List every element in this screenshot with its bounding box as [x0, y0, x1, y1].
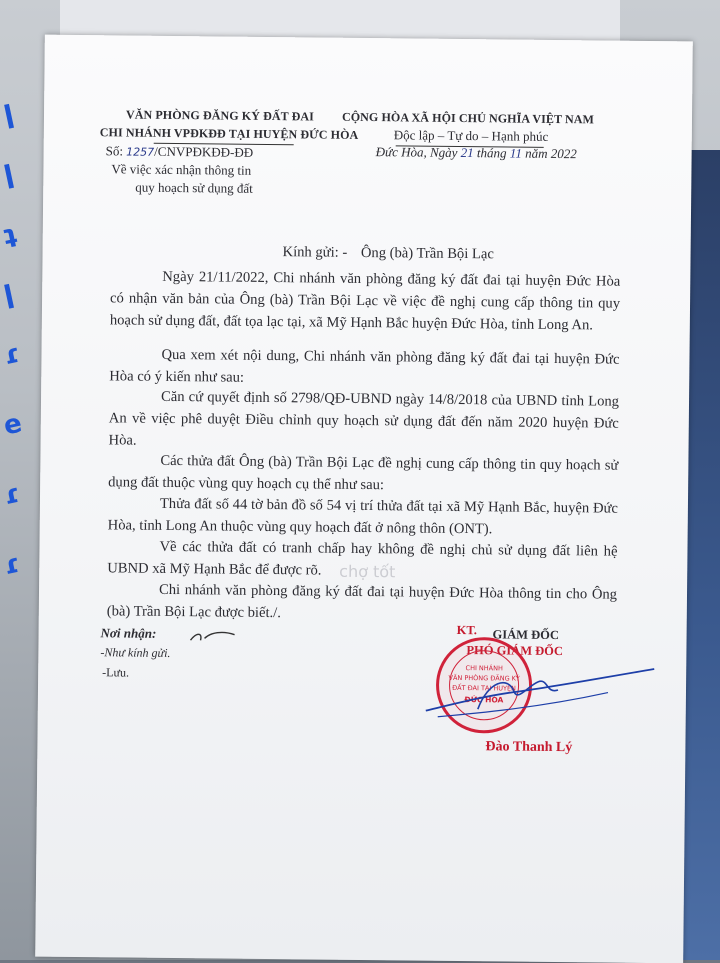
recipient-note-1: -Như kính gửi. [100, 645, 171, 660]
recipient-line [282, 241, 494, 265]
recipient-name: Ông (bà) Trần Bội Lạc [360, 244, 494, 263]
national-motto: Độc lập – Tự do – Hạnh phúc [393, 127, 549, 144]
date-prefix: Đức Hòa, Ngày [375, 144, 458, 160]
watermark: chợ tốt [339, 561, 396, 582]
background-blue-marks: ǀ ǀ ʇ ǀ ɾ e ɾ ɾ [0, 99, 25, 582]
subject-line-1: Về việc xác nhận thông tin [111, 161, 252, 178]
recipient-note-2: -Lưu. [102, 665, 130, 680]
paragraph-3: Căn cứ quyết định số 2798/QĐ-UBND ngày 14/8/2018 của UBND tỉnh Long An về việc phê duyệt Điều chỉnh quy hoạch sử dụng đất đến năm 2020 huyện Đức Hòa. [108, 388, 620, 449]
number-handwritten: 1257 [126, 145, 155, 159]
branch-name: CHI NHÁNH VPĐKĐĐ TẠI HUYỆN ĐỨC HÒA [99, 125, 359, 142]
paragraph-7: Chi nhánh văn phòng đăng ký đất đai tại huyện Đức Hòa thông tin cho Ông (bà) Trần Bội Lạc được biết./. [106, 581, 618, 622]
sign-kt: KT. [456, 622, 477, 638]
document-number [106, 143, 254, 161]
signer-name: Đào Thanh Lý [485, 739, 573, 756]
date-month: 11 [509, 145, 522, 161]
paragraph-6: Về các thửa đất có tranh chấp hay không đề nghị chủ sử dụng đất liên hệ UBND xã Mỹ Hạnh Bắc để được rõ. [107, 538, 618, 579]
sign-title-director: GIÁM ĐỐC [492, 627, 559, 643]
date-year: năm 2022 [525, 145, 577, 162]
stamp-text-2: VĂN PHÒNG ĐĂNG KÝ [448, 673, 520, 683]
number-prefix: Số: [105, 143, 124, 159]
sign-title-deputy: PHÓ GIÁM ĐỐC [466, 643, 564, 659]
date-month-label: tháng [476, 145, 507, 161]
national-title: CỘNG HÒA XÃ HỘI CHỦ NGHĨA VIỆT NAM [341, 109, 595, 127]
paragraph-4: Các thửa đất Ông (bà) Trần Bội Lạc đề nghị cung cấp thông tin quy hoạch sử dụng đất thuộc vùng quy hoạch cụ thể như sau: [108, 452, 619, 494]
initial-mark [188, 624, 238, 649]
paragraph-1: Ngày 21/11/2022, Chi nhánh văn phòng đăng ký đất đai tại huyện Đức Hòa có nhận văn bản của Ông (bà) Trần Bội Lạc về việc đề nghị cung cấp thông tin quy hoạch sử dụng đất, đất tọa lạc tại, xã Mỹ Hạnh Bắc huyện Đức Hòa, tỉnh Long An. [109, 268, 621, 334]
agency-name: VĂN PHÒNG ĐĂNG KÝ ĐẤT ĐAI [125, 107, 315, 124]
paragraph-5: Thửa đất số 44 tờ bản đồ số 54 vị trí thửa đất tại xã Mỹ Hạnh Bắc, huyện Đức Hòa, tỉnh Long An thuộc vùng quy hoạch đất ở nông thôn (ONT). [107, 495, 618, 538]
handwritten-signature [418, 651, 659, 734]
subject-line-2: quy hoạch sử dụng đất [135, 179, 253, 196]
number-suffix: /CNVPĐKĐĐ-ĐĐ [154, 143, 254, 160]
stamp-text-3: ĐẤT ĐAI TẠI HUYỆN [452, 683, 516, 693]
recipients-label: Nơi nhận: [100, 625, 157, 641]
issue-date [376, 144, 577, 162]
stamp-text-4: ĐỨC HÒA [464, 695, 504, 705]
document-page [35, 35, 693, 963]
stamp-text-1: CHI NHÁNH [465, 664, 503, 673]
date-day: 21 [460, 144, 474, 161]
recipient-label: Kính gửi: - [282, 244, 348, 261]
paragraph-2: Qua xem xét nội dung, Chi nhánh văn phòng đăng ký đất đai tại huyện Đức Hòa có ý kiến như sau: [109, 346, 620, 386]
